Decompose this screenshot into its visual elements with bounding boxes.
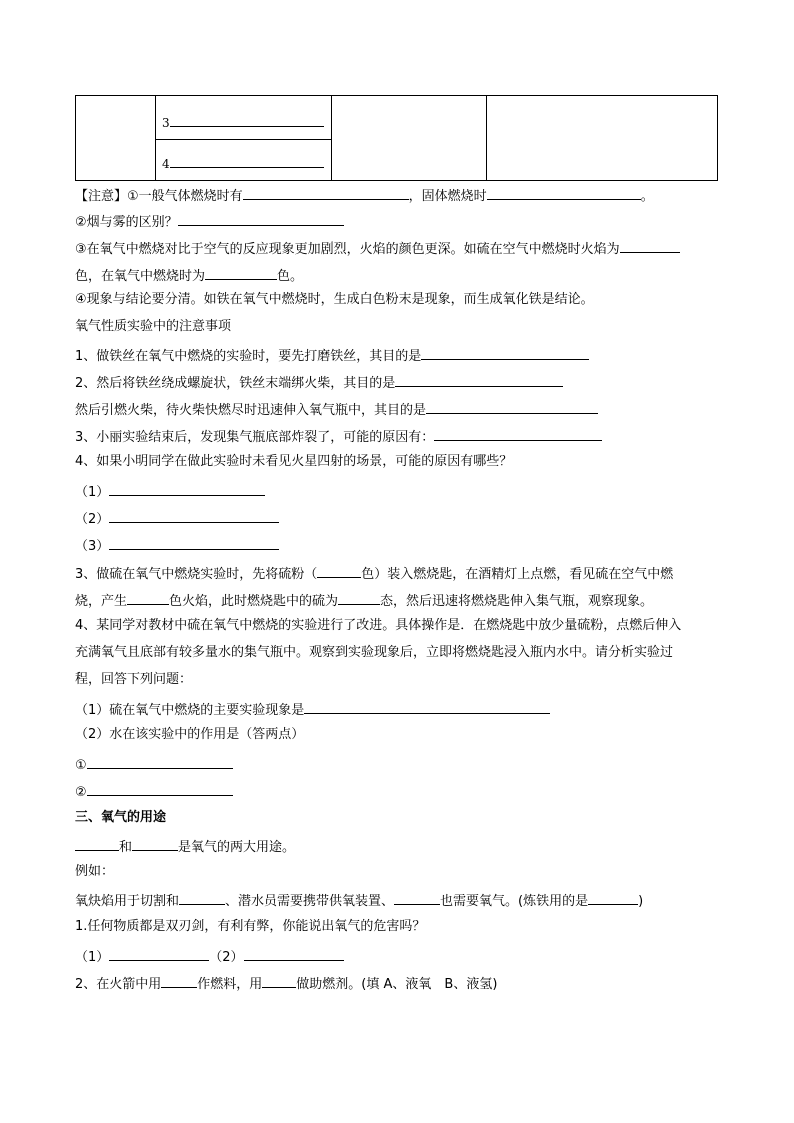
answer-blank[interactable] [317,563,361,578]
note-line-5: ④现象与结论要分清。如铁在氧气中燃烧时，生成白色粉末是现象，而生成氧化铁是结论。 [75,292,594,307]
question-line: （2）水在该实验中的作用是（答两点） [75,727,305,742]
question-text: 然后引燃火柴，待火柴快燃尽时迅速伸入氧气瓶中，其目的是 [75,403,427,418]
answer-blank[interactable] [109,946,209,961]
table-item-number: 4 [162,157,170,171]
question-line: 4、如果小明同学在做此实验时未看见火星四射的场景，可能的原因有哪些？ [75,454,513,469]
question-line [75,563,673,584]
sub-answer-label: ① [75,758,87,773]
answer-blank[interactable] [109,508,279,523]
question-text: 色火焰，此时燃烧匙中的硫为 [169,594,339,609]
answer-blank[interactable] [434,426,602,441]
question-text: 3、小丽实验结束后，发现集气瓶底部炸裂了，可能的原因有： [75,430,435,445]
question-line [75,590,653,611]
question-line [75,426,602,447]
sub-answer-label: ② [75,785,87,800]
section-title: 氧气性质实验中的注意事项 [75,319,232,334]
question-line [75,836,295,857]
answer-blank[interactable] [205,265,277,280]
question-line [75,890,643,911]
note-text: ，固体燃烧时 [408,189,487,204]
question-text: （1）硫在氧气中燃烧的主要实验现象是 [75,703,305,718]
answer-blank[interactable] [304,699,550,714]
sub-answer-label: （1） [75,950,110,965]
answer-blank[interactable] [161,973,197,988]
note-text: ①一般气体燃烧时有 [127,189,243,204]
note-text: ②烟与雾的区别？ [75,215,178,230]
sub-answer-line [75,508,279,529]
question-text: 1、做铁丝在氧气中燃烧的实验时，要先打磨铁丝，其目的是 [75,349,422,364]
answer-blank[interactable] [243,185,409,200]
table-column-divider [331,96,332,180]
section-heading: 三、氧气的用途 [75,810,167,825]
question-text: ) [638,894,644,909]
question-line [75,372,563,393]
question-line: 4、某同学对教材中硫在氧气中燃烧的实验进行了改进。具体操作是．在燃烧匙中放少量硫粉，点燃后伸入 [75,618,682,633]
note-line-1 [75,185,654,206]
answer-blank[interactable] [179,890,225,905]
note-text: 色。 [277,269,304,284]
answer-blank[interactable] [244,946,344,961]
answer-blank[interactable] [127,590,169,605]
answer-blank[interactable] [87,754,233,769]
answer-table [75,95,718,181]
question-text: 2、然后将铁丝绕成螺旋状，铁丝末端绑火柴，其目的是 [75,376,396,391]
answer-blank[interactable] [421,345,589,360]
answer-blank[interactable] [87,781,233,796]
table-answer-blank[interactable] [170,167,324,168]
question-text: 2、在火箭中用 [75,977,162,992]
note-line-4 [75,265,303,286]
answer-blank[interactable] [262,973,296,988]
note-text: ③在氧气中燃烧对比于空气的反应现象更加剧烈，火焰的颜色更深。如硫在空气中燃烧时火焰为 [75,242,620,257]
table-column-divider [155,96,156,180]
question-text: 、潜水员需要携带供氧装置、 [225,894,395,909]
question-line [75,973,497,994]
answer-blank[interactable] [109,481,265,496]
answer-blank[interactable] [395,372,563,387]
sub-answer-line [75,754,233,775]
question-text: 作燃料，用 [197,977,263,992]
table-column-divider [486,96,487,180]
question-text: 态，然后迅速将燃烧匙伸入集气瓶，观察现象。 [380,594,654,609]
answer-blank[interactable] [132,836,178,851]
answer-blank[interactable] [109,535,279,550]
question-text: 烧，产生 [75,594,128,609]
sub-answer-label: （2） [75,512,110,527]
question-text: 做助燃剂。(填 A、液氧 B、液氢) [296,977,498,992]
table-row-divider [155,139,331,140]
sub-answer-label: （1） [75,485,110,500]
note-line-2 [75,211,344,232]
table-item-number: 3 [162,116,170,130]
question-line: 程，回答下列问题： [75,672,193,687]
question-line [75,699,550,720]
answer-blank[interactable] [620,238,680,253]
answer-blank[interactable] [75,836,119,851]
sub-answer-line [75,481,265,502]
sub-answer-line [75,535,279,556]
question-text: 也需要氧气。(炼铁用的是 [440,894,589,909]
answer-blank[interactable] [338,590,380,605]
table-answer-blank[interactable] [170,126,324,127]
question-text: 和 [119,840,133,855]
question-line [75,399,598,420]
example-label: 例如： [75,864,115,879]
note-text: 色，在氧气中燃烧时为 [75,269,206,284]
answer-blank[interactable] [588,890,638,905]
question-text: 氧炔焰用于切割和 [75,894,180,909]
answer-blank[interactable] [426,399,598,414]
note-text: 。 [640,189,654,204]
question-line: 1.任何物质都是双刃剑，有利有弊，你能说出氧气的危害吗？ [75,919,426,934]
question-text: 是氧气的两大用途。 [178,840,296,855]
answer-blank[interactable] [487,185,641,200]
sub-answer-line [75,781,233,802]
question-text: 3、做硫在氧气中燃烧实验时，先将硫粉（ [75,567,318,582]
sub-answer-label: （3） [75,539,110,554]
answer-blank[interactable] [394,890,440,905]
question-line: 充满氧气且底部有较多量水的集气瓶中。观察到实验现象后，立即将燃烧匙浸入瓶内水中。请分析实验过 [75,645,674,660]
note-tag: 【注意】 [75,189,128,204]
question-line [75,345,589,366]
note-line-3 [75,238,680,259]
question-text: 色）装入燃烧匙，在酒精灯上点燃，看见硫在空气中燃 [361,567,674,582]
sub-answer-line [75,946,344,967]
answer-blank[interactable] [178,211,344,226]
sub-answer-label: （2） [209,950,244,965]
